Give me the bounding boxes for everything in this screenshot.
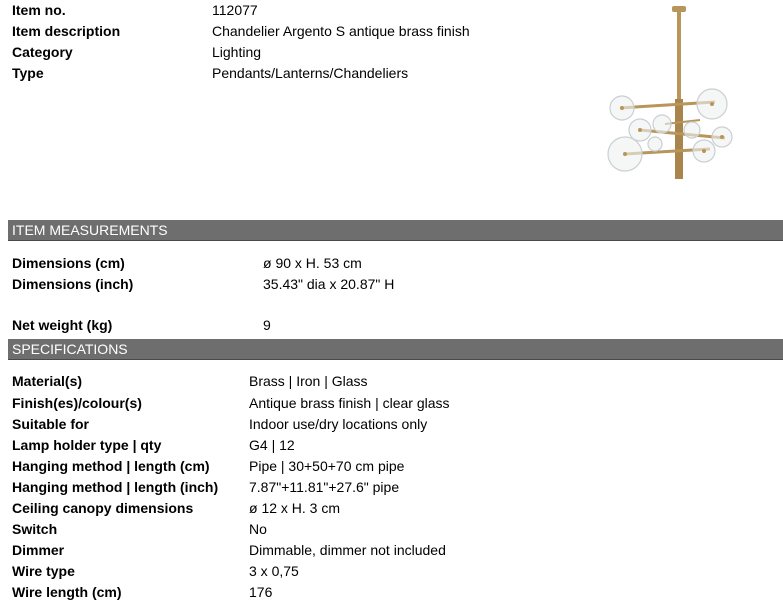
spec-row [0, 498, 783, 519]
specifications-header: SPECIFICATIONS [8, 339, 783, 360]
type-label: Type [12, 65, 44, 81]
canopy-value: ø 12 x H. 3 cm [249, 500, 341, 516]
dimensions-inch-label: Dimensions (inch) [12, 276, 134, 292]
net-weight-value: 9 [263, 317, 271, 333]
item-measurements-header: ITEM MEASUREMENTS [8, 220, 783, 241]
spec-row [0, 582, 783, 603]
wire-type-label: Wire type [12, 563, 75, 579]
item-no-value: 112077 [212, 2, 258, 18]
spec-row [0, 435, 783, 456]
suitable-for-label: Suitable for [12, 416, 90, 432]
dimensions-inch-row [0, 274, 783, 295]
wire-length-value: 176 [249, 584, 273, 600]
dimensions-cm-row [0, 253, 783, 274]
canopy-label: Ceiling canopy dimensions [12, 500, 194, 516]
wire-type-value: 3 x 0,75 [249, 563, 299, 579]
switch-label: Switch [12, 521, 58, 537]
dimensions-cm-label: Dimensions (cm) [12, 255, 125, 271]
net-weight-row [0, 315, 783, 336]
material-label: Material(s) [12, 373, 83, 389]
dimmer-label: Dimmer [12, 542, 65, 558]
hanging-cm-value: Pipe | 30+50+70 cm pipe [249, 458, 405, 474]
type-value: Pendants/Lanterns/Chandeliers [212, 65, 409, 81]
category-value: Lighting [212, 44, 262, 60]
item-description-value: Chandelier Argento S antique brass finish [212, 23, 470, 39]
item-description-label: Item description [12, 23, 121, 39]
hanging-inch-value: 7.87"+11.81"+27.6" pipe [249, 479, 400, 495]
chandelier-product-image [600, 4, 740, 184]
category-label: Category [12, 44, 73, 60]
hanging-cm-label: Hanging method | length (cm) [12, 458, 210, 474]
finish-value: Antique brass finish | clear glass [249, 395, 450, 411]
spec-row [0, 414, 783, 435]
hanging-inch-label: Hanging method | length (inch) [12, 479, 219, 495]
net-weight-label: Net weight (kg) [12, 317, 113, 333]
item-no-label: Item no. [12, 2, 66, 18]
dimmer-value: Dimmable, dimmer not included [249, 542, 446, 558]
material-value: Brass | Iron | Glass [249, 373, 368, 389]
lamp-holder-label: Lamp holder type | qty [12, 437, 162, 453]
spec-row [0, 456, 783, 477]
wire-length-label: Wire length (cm) [12, 584, 122, 600]
suitable-for-value: Indoor use/dry locations only [249, 416, 428, 432]
spec-row [0, 371, 783, 392]
spec-row [0, 393, 783, 414]
dimensions-inch-value: 35.43" dia x 20.87" H [263, 276, 395, 292]
switch-value: No [249, 521, 267, 537]
dimensions-cm-value: ø 90 x H. 53 cm [263, 255, 362, 271]
spec-row [0, 561, 783, 582]
lamp-holder-value: G4 | 12 [249, 437, 295, 453]
spec-row [0, 477, 783, 498]
spec-row [0, 540, 783, 561]
spec-row [0, 519, 783, 540]
finish-label: Finish(es)/colour(s) [12, 395, 142, 411]
